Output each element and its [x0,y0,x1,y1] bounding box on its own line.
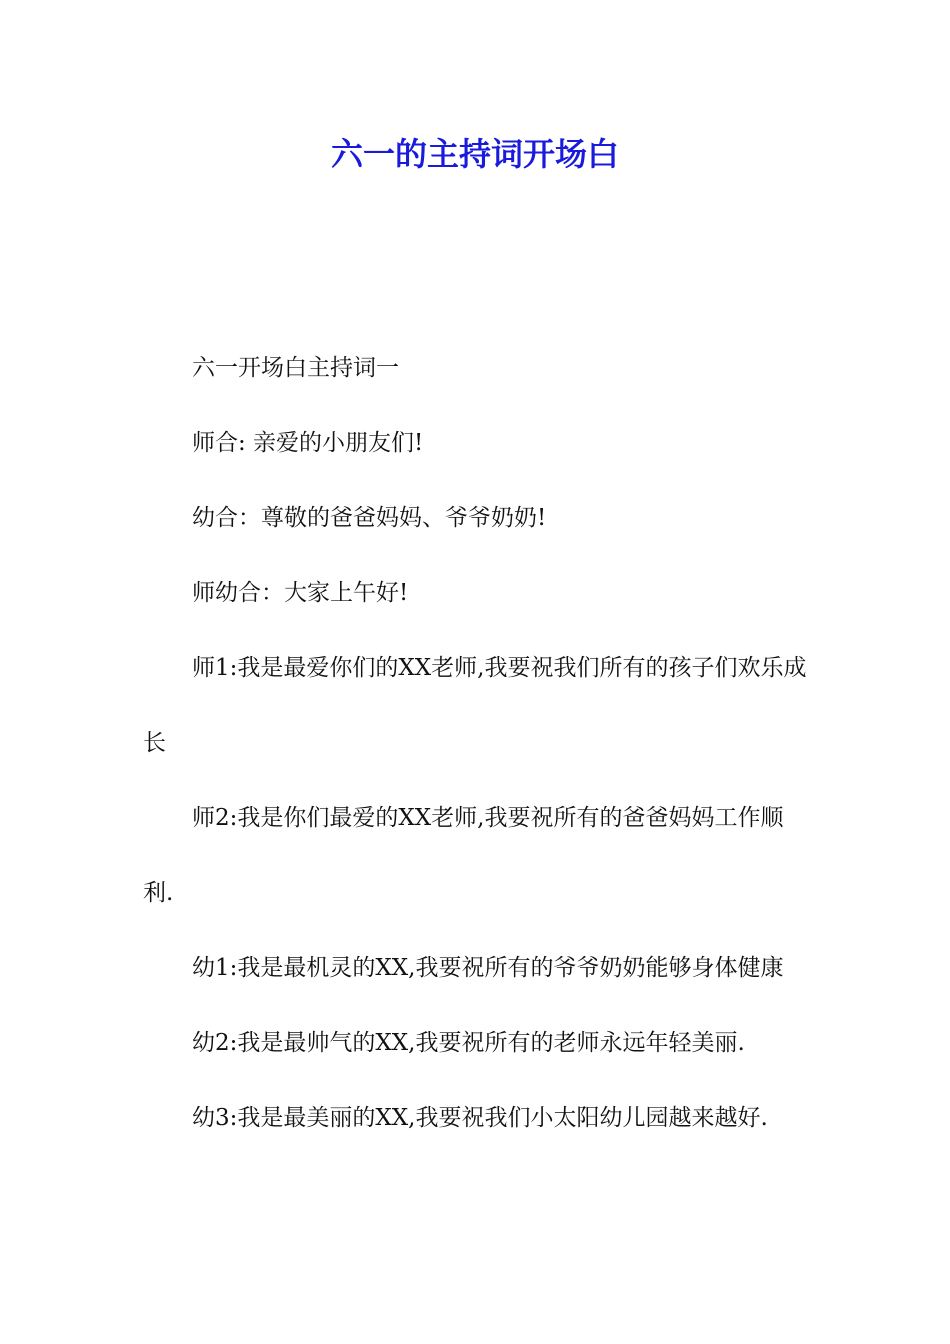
paragraph-child-3: 幼3:我是最美丽的XX,我要祝我们小太阳幼儿园越来越好. [192,1105,768,1131]
paragraph-all-greeting: 师幼合：大家上午好! [192,580,409,606]
paragraph-heading: 六一开场白主持词一 [192,355,399,381]
paragraph-teacher-1: 师1:我是最爱你们的XX老师,我要祝我们所有的孩子们欢乐成长 [143,655,807,756]
paragraph-teacher-2: 师2:我是你们最爱的XX老师,我要祝所有的爸爸妈妈工作顺利. [143,805,784,906]
document-body [143,331,808,1156]
paragraph-teachers-greeting: 师合: 亲爱的小朋友们! [192,430,424,456]
document-title: 六一的主持词开场白 [330,135,619,173]
paragraph-child-2: 幼2:我是最帅气的XX,我要祝所有的老师永远年轻美丽. [192,1030,745,1056]
paragraph-children-greeting: 幼合：尊敬的爸爸妈妈、爷爷奶奶! [192,505,547,531]
paragraph-child-1: 幼1:我是最机灵的XX,我要祝所有的爷爷奶奶能够身体健康 [192,955,784,981]
